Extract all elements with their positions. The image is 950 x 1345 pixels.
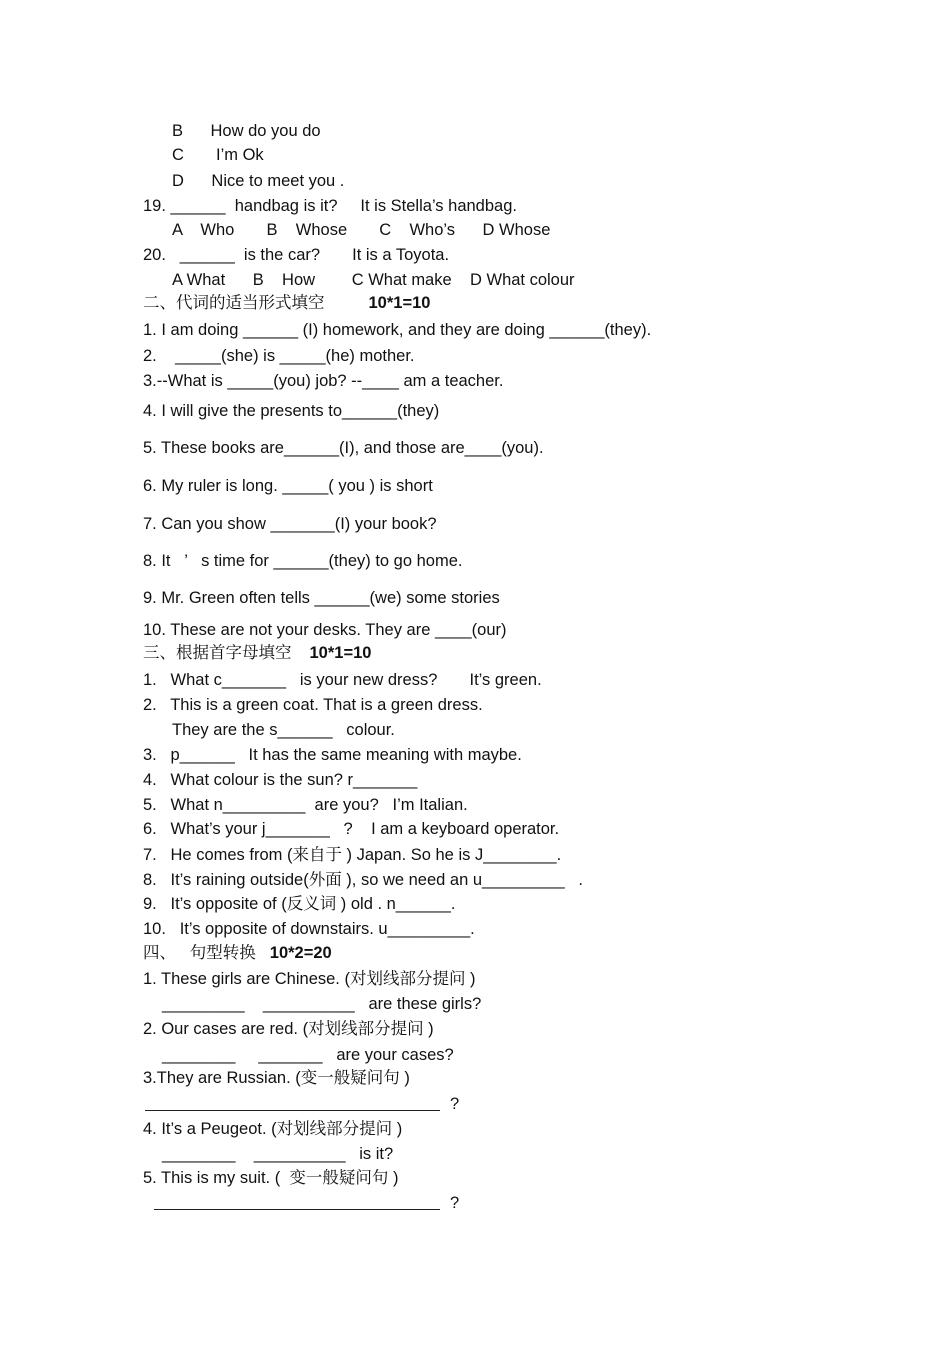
transform-item-4-answer: ________ __________ is it? xyxy=(162,1145,394,1163)
transform-item-4: 4. It’s a Peugeot. (对划线部分提问 ) xyxy=(143,1120,403,1138)
option-c-line: C I’m Ok xyxy=(172,146,264,164)
question-20: 20. ______ is the car? It is a Toyota. xyxy=(143,246,450,264)
option-d-line: D Nice to meet you . xyxy=(172,172,345,190)
letter-item-1: 1. What c_______ is your new dress? It’s green. xyxy=(143,671,542,689)
pronoun-item-8: 8. It ’ s time for ______(they) to go home. xyxy=(143,552,463,570)
section-2-heading xyxy=(143,293,430,313)
section-3-title: 三、根据首字母填空 xyxy=(143,644,292,662)
transform-item-1-answer: _________ __________ are these girls? xyxy=(162,995,482,1013)
pronoun-item-5: 5. These books are______(I), and those are____(you). xyxy=(143,439,544,457)
section-3-heading xyxy=(143,643,371,663)
section-4-score: 10*2=20 xyxy=(269,944,332,962)
answer-line-3 xyxy=(145,1110,440,1111)
option-b-line: B How do you do xyxy=(172,122,321,140)
letter-item-2-cont: They are the s______ colour. xyxy=(172,721,395,739)
transform-item-1: 1. These girls are Chinese. (对划线部分提问 ) xyxy=(143,970,476,988)
letter-item-2: 2. This is a green coat. That is a green dress. xyxy=(143,696,483,714)
question-mark-5: ? xyxy=(450,1194,460,1212)
letter-item-4: 4. What colour is the sun? r_______ xyxy=(143,771,418,789)
pronoun-item-4: 4. I will give the presents to______(they) xyxy=(143,402,440,420)
section-4-title: 四、 句型转换 xyxy=(143,944,256,962)
section-4-heading xyxy=(143,943,332,963)
letter-item-10: 10. It’s opposite of downstairs. u_________. xyxy=(143,920,475,938)
transform-item-5: 5. This is my suit. ( 变一般疑问句 ) xyxy=(143,1169,399,1187)
question-19: 19. ______ handbag is it? It is Stella’s handbag. xyxy=(143,197,517,215)
pronoun-item-3: 3.--What is _____(you) job? --____ am a teacher. xyxy=(143,372,504,390)
pronoun-item-2: 2. _____(she) is _____(he) mother. xyxy=(143,347,415,365)
section-2-title: 二、代词的适当形式填空 xyxy=(143,294,325,312)
pronoun-item-1: 1. I am doing ______ (I) homework, and they are doing ______(they). xyxy=(143,321,652,339)
question-20-options: A What B How C What make D What colour xyxy=(172,271,575,289)
section-3-score: 10*1=10 xyxy=(309,644,372,662)
pronoun-item-10: 10. These are not your desks. They are ____(our) xyxy=(143,621,507,639)
letter-item-9: 9. It’s opposite of (反义词 ) old . n______. xyxy=(143,895,456,913)
question-mark-3: ? xyxy=(450,1095,460,1113)
transform-item-2-answer: ________ _______ are your cases? xyxy=(162,1046,454,1064)
transform-item-3: 3.They are Russian. (变一般疑问句 ) xyxy=(143,1069,410,1087)
pronoun-item-6: 6. My ruler is long. _____( you ) is short xyxy=(143,477,433,495)
letter-item-3: 3. p______ It has the same meaning with maybe. xyxy=(143,746,522,764)
letter-item-5: 5. What n_________ are you? I’m Italian. xyxy=(143,796,468,814)
section-2-score: 10*1=10 xyxy=(368,294,431,312)
letter-item-7: 7. He comes from (来自于 ) Japan. So he is J________. xyxy=(143,846,562,864)
pronoun-item-7: 7. Can you show _______(I) your book? xyxy=(143,515,437,533)
question-19-options: A Who B Whose C Who’s D Whose xyxy=(172,221,551,239)
answer-line-5 xyxy=(154,1209,440,1210)
letter-item-6: 6. What’s your j_______ ? I am a keyboard operator. xyxy=(143,820,560,838)
transform-item-2: 2. Our cases are red. (对划线部分提问 ) xyxy=(143,1020,434,1038)
pronoun-item-9: 9. Mr. Green often tells ______(we) some stories xyxy=(143,589,500,607)
letter-item-8: 8. It’s raining outside(外面 ), so we need an u_________ . xyxy=(143,871,583,889)
